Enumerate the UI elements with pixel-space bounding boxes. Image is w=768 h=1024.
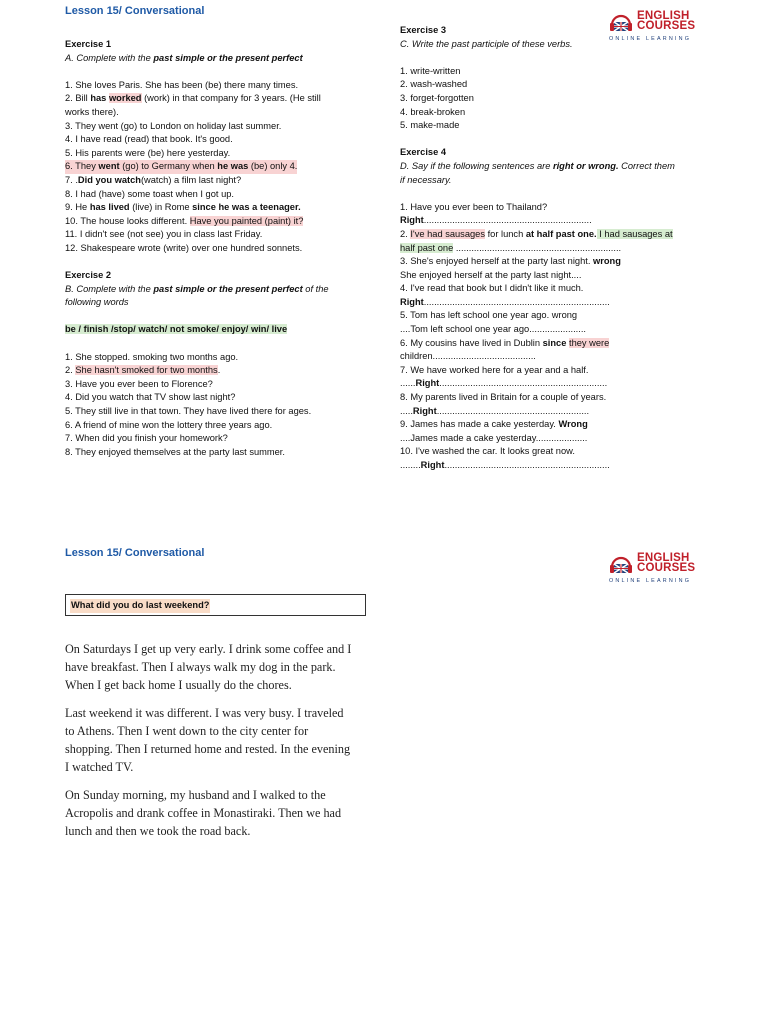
list-item: .....Right........................................................... — [400, 405, 590, 416]
left-column — [65, 38, 329, 459]
lesson-title-2: Lesson 15/ Conversational — [65, 547, 205, 559]
list-item: 7. We have worked here for a year and a half. — [400, 364, 589, 375]
list-item: 7. When did you finish your homework? — [65, 433, 228, 444]
list-item: 10. I've washed the car. It looks great now. — [400, 446, 575, 457]
list-item: 5. His parents were (be) here yesterday. — [65, 147, 231, 158]
list-item: 4. I have read (read) that book. It's good. — [65, 134, 233, 145]
paragraph: Last weekend it was different. I was very busy. I traveled to Athens. Then I went down to the city center for shopping. Then I returned home and rested. In the evening I watched TV. — [65, 706, 351, 774]
list-item: 6. A friend of mine won the lottery three years ago. — [65, 419, 273, 430]
list-item: 5. make-made — [400, 120, 460, 131]
question-text: What did you do last weekend? — [70, 599, 210, 613]
list-item: 4. break-broken — [400, 106, 466, 117]
list-item: She enjoyed herself at the party last night.... — [400, 269, 582, 280]
list-item: 2. She hasn't smoked for two months. — [65, 365, 221, 376]
logo-line3: ONLINE LEARNING — [609, 36, 692, 42]
list-item: ........Right................................................................ — [400, 460, 610, 470]
paragraph: On Saturdays I get up very early. I drink some coffee and I have breakfast. Then I always walk my dog in the park. When I get back home I usually do the chores. — [65, 642, 352, 692]
word-bank: be / finish /stop/ watch/ not smoke/ enjoy/ win/ live — [65, 324, 288, 335]
exercise3-title: Exercise 3 — [400, 25, 447, 35]
headphones-flag-icon — [609, 555, 633, 575]
list-item: 7. .Did you watch(watch) a film last night? — [65, 174, 242, 185]
list-item: 8. They enjoyed themselves at the party last summer. — [65, 446, 285, 457]
lesson-title: Lesson 15/ Conversational — [65, 5, 205, 17]
list-item: works there). — [65, 106, 119, 117]
list-item: 3. Have you ever been to Florence? — [65, 378, 213, 389]
list-item: 3. They went (go) to London on holiday last summer. — [65, 120, 282, 131]
list-item: 1. Have you ever been to Thailand? — [400, 201, 548, 212]
list-item: ....James made a cake yesterday.................... — [400, 432, 588, 443]
list-item: 4. I've read that book but I didn't like it much. — [400, 283, 584, 294]
list-item: children........................................ — [400, 351, 536, 362]
list-item: 5. They still live in that town. They have lived there for ages. — [65, 406, 312, 417]
list-item: 8. I had (have) some toast when I got up. — [65, 188, 234, 199]
exercise2-instruction-cont: following words — [65, 297, 129, 308]
logo-line2: COURSES — [637, 562, 696, 574]
exercise3-instruction: C. Write the past participle of these verbs. — [400, 38, 573, 49]
exercise1-instruction: A. Complete with the past simple or the present perfect — [65, 52, 303, 63]
paragraph: On Sunday morning, my husband and I walked to the Acropolis and drank coffee in Monastiraki. Then we had lunch and then we took the road back. — [65, 788, 342, 838]
list-item: 6. They went (go) to Germany when he was (be) only 4. — [65, 160, 297, 174]
list-item: ......Right................................................................. — [400, 378, 608, 389]
list-item: 5. Tom has left school one year ago. wrong — [400, 310, 578, 321]
list-item: 11. I didn't see (not see) you in class last Friday. — [65, 229, 263, 240]
exercise4-title: Exercise 4 — [400, 147, 447, 158]
right-column — [400, 24, 675, 473]
english-courses-logo-2 — [609, 552, 701, 584]
logo-line1: ENGLISH — [637, 10, 690, 22]
list-item: 1. She loves Paris. She has been (be) there many times. — [65, 79, 299, 90]
exercise1-title: Exercise 1 — [65, 39, 112, 49]
question-box — [65, 594, 366, 616]
list-item: half past one ................................................................ — [400, 242, 622, 253]
list-item: 12. Shakespeare wrote (write) over one hundred sonnets. — [65, 242, 303, 253]
reading-passage — [65, 640, 370, 850]
list-item: 10. The house looks different. Have you painted (paint) it? — [65, 215, 304, 226]
exercise2-title: Exercise 2 — [65, 270, 112, 281]
list-item: 3. forget-forgotten — [400, 92, 474, 103]
list-item: 9. He has lived (live) in Rome since he was a teenager. — [65, 202, 301, 213]
list-item: ....Tom left school one year ago...................... — [400, 324, 587, 335]
list-item: 8. My parents lived in Britain for a couple of years. — [400, 392, 607, 403]
list-item: 6. My cousins have lived in Dublin since they were — [400, 337, 610, 348]
list-item: Right........................................................................ — [400, 296, 610, 307]
list-item: 2. I've had sausages for lunch at half past one. I had sausages at — [400, 228, 673, 239]
list-item: 9. James has made a cake yesterday. Wrong — [400, 419, 588, 430]
exercise4-instruction-cont: if necessary. — [400, 174, 452, 185]
list-item: 2. Bill has worked (work) in that company for 3 years. (He still — [65, 93, 321, 104]
logo-line2: COURSES — [637, 20, 696, 32]
list-item: 1. write-written — [400, 65, 461, 76]
list-item: 4. Did you watch that TV show last night? — [65, 392, 236, 403]
list-item: 1. She stopped. smoking two months ago. — [65, 351, 239, 362]
list-item: 3. She's enjoyed herself at the party last night. wrong — [400, 256, 621, 267]
exercise2-instruction: B. Complete with the past simple or the present perfect of the — [65, 283, 329, 294]
logo-line1: ENGLISH — [637, 552, 690, 564]
exercise4-instruction: D. Say if the following sentences are right or wrong. Correct them — [400, 160, 675, 171]
list-item: Right................................................................. — [400, 215, 592, 226]
logo-line3: ONLINE LEARNING — [609, 578, 692, 584]
list-item: 2. wash-washed — [400, 79, 468, 90]
